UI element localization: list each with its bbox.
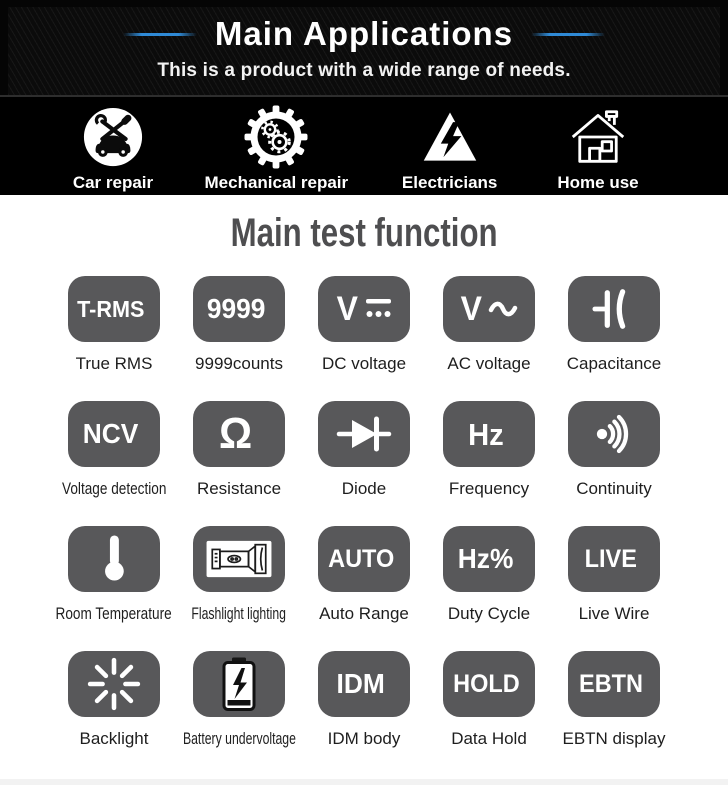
feature-badge-dc-voltage: V	[336, 290, 359, 328]
feature-tile-resistance	[193, 401, 285, 467]
applications-band	[0, 97, 728, 195]
continuity-icon	[590, 410, 638, 458]
feature-ebtn-display	[552, 651, 677, 776]
title-accent-line-right	[531, 33, 605, 36]
hero-title-row	[123, 15, 605, 53]
feature-dc-voltage	[302, 276, 427, 401]
feature-backlight	[52, 651, 177, 776]
feature-badge-ac-voltage: V	[460, 290, 482, 328]
feature-badge-idm-body: IDM	[336, 668, 386, 699]
feature-9999counts	[177, 276, 302, 401]
feature-room-temperature	[52, 526, 177, 651]
feature-badge-true-rms: T-RMS	[77, 295, 145, 322]
diode-icon	[335, 414, 393, 454]
feature-tile-ac-voltage	[443, 276, 535, 342]
feature-resistance	[177, 401, 302, 526]
feature-label-true-rms: True RMS	[75, 354, 153, 373]
feature-label-idm-body: IDM body	[327, 729, 401, 748]
feature-battery-undervoltage	[177, 651, 302, 776]
dc-symbol-icon	[365, 296, 392, 322]
feature-label-ebtn-display: EBTN display	[562, 729, 666, 748]
feature-label-dc-voltage: DC voltage	[321, 354, 407, 373]
page-subtitle: This is a product with a wide range of needs.	[157, 60, 571, 81]
feature-label-flashlight-lighting: Flashlight lighting	[191, 604, 287, 623]
feature-label-ac-voltage: AC voltage	[447, 354, 531, 373]
feature-badge-ebtn-display: EBTN	[579, 669, 643, 698]
capacitor-icon	[591, 287, 637, 331]
feature-label-frequency: Frequency	[448, 479, 530, 498]
page-title: Main Applications	[214, 15, 514, 52]
feature-tile-battery-undervoltage	[193, 651, 285, 717]
feature-frequency	[427, 401, 552, 526]
feature-badge-9999counts: 9999	[206, 293, 266, 324]
feature-tile-duty-cycle	[443, 526, 535, 592]
feature-label-data-hold: Data Hold	[451, 729, 527, 748]
hero-banner	[0, 0, 728, 97]
electric-hazard-icon	[422, 106, 478, 168]
feature-label-room-temperature: Room Temperature	[55, 604, 173, 623]
feature-label-auto-range: Auto Range	[319, 604, 409, 623]
feature-capacitance	[552, 276, 677, 401]
feature-tile-frequency	[443, 401, 535, 467]
feature-tile-continuity	[568, 401, 660, 467]
feature-badge-voltage-detection: NCV	[83, 418, 139, 449]
flashlight-icon	[205, 538, 273, 580]
app-label-electricians: Electricians	[401, 173, 498, 192]
test-function-section	[0, 211, 728, 776]
thermometer-icon	[88, 530, 140, 588]
title-accent-line-left	[123, 33, 197, 36]
mechanical-gears-icon	[243, 106, 309, 168]
section-title: Main test function	[230, 211, 498, 255]
feature-flashlight-lighting	[177, 526, 302, 651]
feature-tile-true-rms	[68, 276, 160, 342]
feature-continuity	[552, 401, 677, 526]
feature-voltage-detection	[52, 401, 177, 526]
feature-label-resistance: Resistance	[196, 479, 282, 498]
feature-label-backlight: Backlight	[79, 729, 149, 748]
feature-true-rms	[52, 276, 177, 401]
feature-tile-flashlight-lighting	[193, 526, 285, 592]
app-label-car-repair: Car repair	[72, 173, 154, 192]
feature-auto-range	[302, 526, 427, 651]
feature-badge-frequency: Hz	[468, 416, 504, 452]
feature-label-continuity: Continuity	[576, 479, 652, 498]
feature-label-duty-cycle: Duty Cycle	[447, 604, 531, 623]
feature-label-capacitance: Capacitance	[566, 354, 662, 373]
feature-tile-idm-body	[318, 651, 410, 717]
feature-live-wire	[552, 526, 677, 651]
feature-tile-room-temperature	[68, 526, 160, 592]
feature-tile-ebtn-display	[568, 651, 660, 717]
feature-tile-live-wire	[568, 526, 660, 592]
feature-tile-backlight	[68, 651, 160, 717]
feature-ac-voltage	[427, 276, 552, 401]
app-label-mechanical-repair: Mechanical repair	[204, 173, 349, 192]
feature-label-live-wire: Live Wire	[578, 604, 650, 623]
hero-textured-panel	[8, 7, 720, 95]
feature-tile-data-hold	[443, 651, 535, 717]
car-repair-icon	[82, 106, 144, 168]
house-icon	[568, 106, 628, 168]
bottom-strip	[0, 779, 728, 785]
feature-label-battery-undervoltage: Battery undervoltage	[182, 729, 296, 748]
feature-badge-auto-range: AUTO	[327, 544, 395, 573]
feature-label-voltage-detection: Voltage detection	[61, 479, 167, 498]
feature-data-hold	[427, 651, 552, 776]
feature-label-9999counts: 9999counts	[195, 354, 283, 373]
feature-badge-data-hold: HOLD	[452, 669, 520, 698]
feature-tile-dc-voltage	[318, 276, 410, 342]
feature-tile-voltage-detection	[68, 401, 160, 467]
app-item-electricians	[380, 106, 520, 195]
app-item-car-repair	[53, 106, 173, 195]
feature-badge-duty-cycle: Hz%	[458, 543, 514, 574]
feature-duty-cycle	[427, 526, 552, 651]
feature-tile-diode	[318, 401, 410, 467]
feature-diode	[302, 401, 427, 526]
feature-idm-body	[302, 651, 427, 776]
app-item-mechanical-repair	[181, 106, 371, 195]
feature-tile-9999counts	[193, 276, 285, 342]
app-label-home-use: Home use	[557, 173, 639, 192]
app-item-home-use	[528, 106, 668, 195]
feature-badge-live-wire: LIVE	[584, 544, 638, 573]
battery-icon	[216, 656, 262, 712]
feature-label-diode: Diode	[341, 479, 387, 498]
feature-tile-capacitance	[568, 276, 660, 342]
feature-tile-auto-range	[318, 526, 410, 592]
feature-badge-resistance: Ω	[219, 409, 253, 458]
backlight-icon	[87, 657, 141, 711]
feature-grid	[0, 276, 728, 776]
ac-symbol-icon	[488, 298, 518, 320]
